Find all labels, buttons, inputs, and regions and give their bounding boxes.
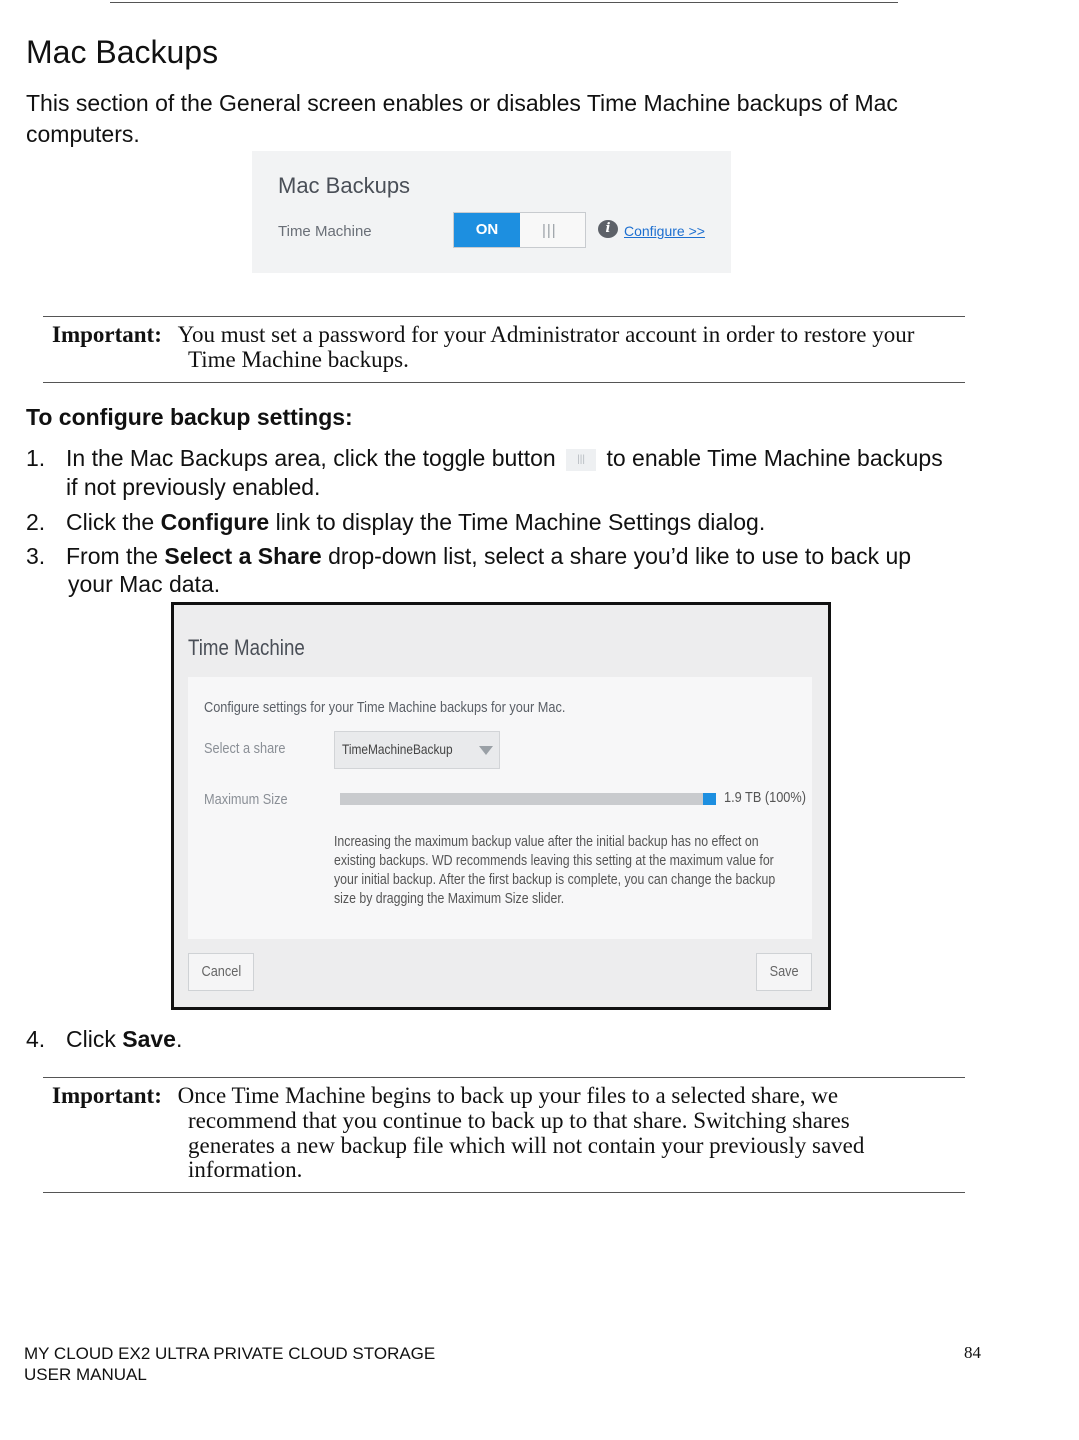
steps-heading: To configure backup settings: [26,404,353,430]
important1-line2: Time Machine backups. [188,347,409,372]
important2-note [52,1083,962,1108]
size-label: Maximum Size [204,791,288,808]
step3-number: 3. [26,543,46,569]
info-icon[interactable]: i [598,220,618,238]
step3-pre: From the [66,543,165,569]
step2-number: 2. [26,509,46,535]
save-button-label: Save [769,963,799,980]
step4-text [66,1025,182,1053]
size-value: 1.9 TB (100%) [724,789,806,806]
panel-title: Mac Backups [278,173,411,198]
step3-post: drop-down list, select a share you’d like to use to back up [321,543,912,569]
toggle-on-label: ON [454,213,520,247]
dialog-description: Configure settings for your Time Machine backups for your Mac. [204,699,566,716]
important2-bottom-rule [43,1192,965,1193]
important1-line1: You must set a password for your Administrator account in order to restore your [177,322,915,347]
step2-bold: Configure [160,509,270,535]
step3-continuation: your Mac data. [68,571,221,597]
chevron-down-icon [479,746,493,755]
important2-line4: information. [188,1157,303,1182]
configure-link[interactable]: Configure >> [624,223,705,239]
footer-line2: USER MANUAL [24,1365,147,1384]
step1-pre: In the Mac Backups area, click the toggle button [66,445,556,471]
maximum-size-slider-track[interactable] [340,793,716,805]
cancel-button-label: Cancel [201,963,241,980]
step1-text [66,444,943,472]
step1-post: to enable Time Machine backups [606,445,943,471]
important1-top-rule [43,316,965,317]
step1-continuation: if not previously enabled. [66,474,321,500]
page-title: Mac Backups [26,34,219,70]
important1-bottom-rule [43,382,965,383]
step1-number: 1. [26,445,46,471]
share-select-value: TimeMachineBackup [342,741,453,757]
mac-backups-panel [252,151,731,273]
important1-label: Important: [52,322,162,347]
step2-text [66,508,765,536]
step2-pre: Click the [66,509,161,535]
step3-bold: Select a Share [164,543,322,569]
save-button[interactable] [756,953,812,991]
page-number: 84 [964,1343,981,1362]
footer-line1: MY CLOUD EX2 ULTRA PRIVATE CLOUD STORAGE [24,1344,436,1363]
step4-pre: Click [66,1026,123,1052]
intro-paragraph: This section of the General screen enables or disables Time Machine backups of Mac computers. [26,90,898,147]
dialog-body [188,677,812,939]
share-label: Select a share [204,740,286,757]
top-rule [110,2,898,3]
time-machine-dialog [171,602,831,1010]
step4-bold: Save [122,1026,176,1052]
important1-note [52,322,962,347]
step4-number: 4. [26,1026,46,1052]
share-select[interactable] [334,731,500,769]
dialog-title: Time Machine [188,635,305,660]
toggle-button-icon: ||| [566,449,596,471]
time-machine-toggle[interactable] [453,212,586,248]
toggle-grip-icon: ||| [542,222,557,239]
important2-label: Important: [52,1083,162,1108]
important2-line1: Once Time Machine begins to back up your files to a selected share, we [177,1083,839,1108]
footer-title [24,1343,435,1385]
important2-line3: generates a new backup file which will not contain your previously saved [188,1133,865,1158]
cancel-button[interactable] [188,953,254,991]
step3-text [66,542,911,570]
step2-post: link to display the Time Machine Settings dialog. [269,509,766,535]
important2-top-rule [43,1077,965,1078]
important2-line2: recommend that you continue to back up to that share. Switching shares [188,1108,850,1133]
step4-post: . [175,1026,183,1052]
time-machine-label: Time Machine [278,223,372,240]
help-text: Increasing the maximum backup value after the initial backup has no effect on existing backups. WD recommends leaving this setting at the maximum value for your initial backup. After the first backup is complete, you can change the backup size by dragging the Maximum Size slider. [334,834,776,907]
maximum-size-slider-handle[interactable] [703,793,716,805]
